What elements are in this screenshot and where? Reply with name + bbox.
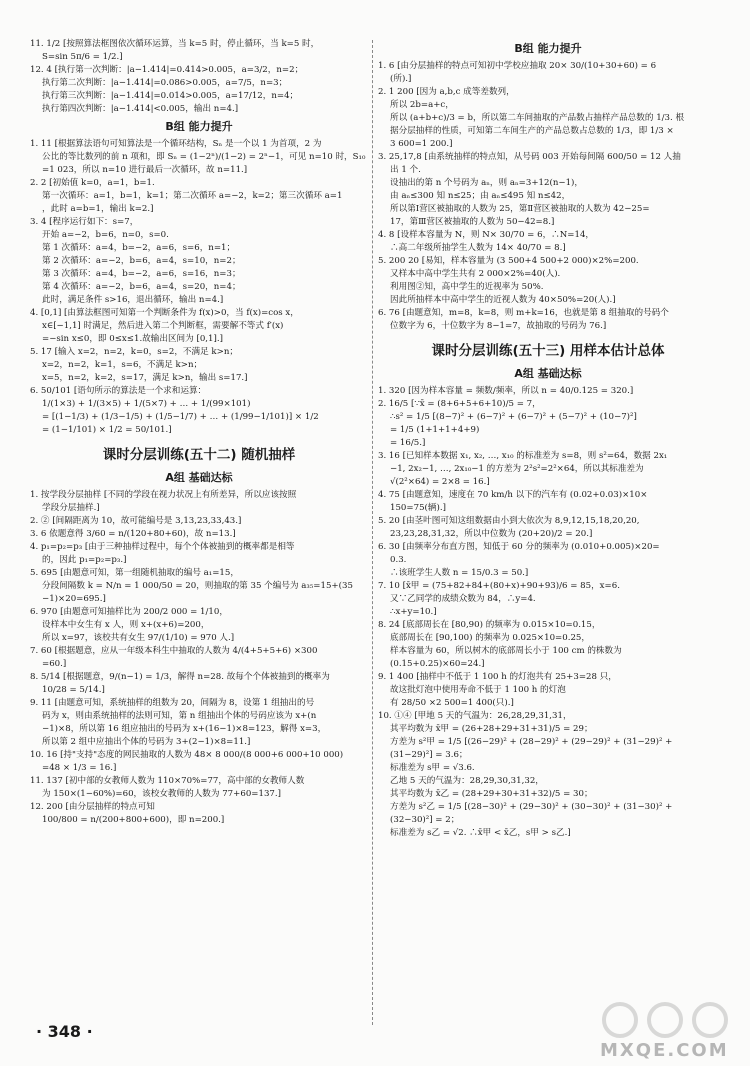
right-b-line: 设抽出的第 n 个号码为 aₙ，则 aₙ=3+12(n−1)， <box>390 178 583 188</box>
right-a-line: 标准差为 s甲 = √3.6. <box>390 763 475 773</box>
right-a-line: 10. ①④ [甲地 5 天的气温为：26,28,29,31,31， <box>378 711 572 721</box>
left-b-line: 5. 17 [输入 x=2，n=2，k=0，s=2，不满足 k>n； <box>30 347 238 357</box>
right-a-line: 150=75(辆).] <box>390 503 446 513</box>
right-a-line: √(2²×64) = 2×8 = 16.] <box>390 477 490 487</box>
right-a-line: 又∵乙同学的成绩众数为 84，∴y=4. <box>390 594 536 604</box>
right-a-line: 2. 16/5 [∵x̄ = (8+6+5+6+10)/5 = 7， <box>378 399 541 409</box>
right-a-line: 故这批灯泡中使用寿命不低于 1 100 h 的灯泡 <box>390 685 566 695</box>
page-number: · 348 · <box>36 1022 93 1041</box>
left-b-line: x∈[−1,1] 时满足，然后进入第二个判断框，需要解不等式 f′(x) <box>42 321 284 331</box>
right-b-line: 又样本中高中学生共有 2 000×2%=40(人). <box>390 269 561 279</box>
right-a-line: −1, 2x₂−1, …, 2x₁₀−1 的方差为 2²s²=2²×64，所以其标准差为 <box>390 464 644 474</box>
left-b-line: =−sin x≤0，即 0≤x≤1.故输出区间为 [0,1].] <box>42 334 223 344</box>
left-a-line: 的，因此 p₁=p₂=p₃.] <box>42 555 127 565</box>
right-a-line: (0.15+0.25)×60=24.] <box>390 659 485 669</box>
column-divider <box>372 40 373 1025</box>
right-a-line: = 1/5 (1+1+1+4+9) <box>390 425 480 435</box>
right-group-a-answers <box>378 385 718 840</box>
right-a-line: ∴该班学生人数 n = 15/0.3 = 50.] <box>390 568 529 578</box>
left-b-line: 第 2 次循环：a=−2，b=6，a=4，s=10，n=2； <box>42 256 241 266</box>
left-a-line: =60.] <box>42 659 67 669</box>
left-b-line: ，此时 a=b=1，输出 k=2.] <box>42 204 154 214</box>
right-b-line: 所以 2b=a+c， <box>390 100 454 110</box>
left-b-line: x=2，n=2，k=1，s=6，不满足 k>n； <box>42 360 203 370</box>
right-a-line: 方差为 s²乙 = 1/5 [(28−30)² + (29−30)² + (30−30)² + (31−30)² + <box>390 802 673 812</box>
right-b-line: 5. 200 20 [易知，样本容量为 (3 500+4 500+2 000)×2%=200. <box>378 256 639 266</box>
left-b-line: x=5，n=2，k=2，s=17，满足 k>n，输出 s=17.] <box>42 373 248 383</box>
right-b-line: 2. 1 200 [因为 a,b,c 成等差数列， <box>378 87 515 97</box>
right-a-line: 8. 24 [底部周长在 [80,90) 的频率为 0.015×10=0.15， <box>378 620 601 630</box>
right-b-line: 由 aₙ≤300 知 n≤25；由 aₙ≤495 知 n≤42， <box>390 191 571 201</box>
left-b-line: 1/(1×3) + 1/(3×5) + 1/(5×7) + … + 1/(99×101) <box>42 399 251 409</box>
right-a-line: 7. 10 [x̄甲 = (75+82+84+(80+x)+90+93)/6 = 85，x=6. <box>378 581 620 591</box>
section-52-title: 课时分层训练(五十二) 随机抽样 <box>102 447 296 463</box>
left-a-line: 6. 970 [由题意可知抽样比为 200/2 000 = 1/10， <box>30 607 228 617</box>
left-b-line: 4. [0,1] [由算法框图可知第一个判断条件为 f(x)>0，当 f(x)=cos x， <box>30 308 299 318</box>
left-a-line: 1. 按学段分层抽样 [不同的学段在视力状况上有所差异，所以应该按照 <box>30 490 297 500</box>
right-a-line: 6. 30 [由频率分布直方图，知低于 60 分的频率为 (0.010+0.005)×20= <box>378 542 660 552</box>
right-a-line: 其平均数为 x̄乙 = (28+29+30+31+32)/5 = 30； <box>390 789 593 799</box>
right-a-line: 其平均数为 x̄甲 = (26+28+29+31+31)/5 = 29； <box>390 724 593 734</box>
right-a-line: ∴x+y=10.] <box>390 607 437 617</box>
left-a-line: 所以 x=97，该校共有女生 97/(1/10) = 970 人.] <box>42 633 235 643</box>
left-top-line: 执行第二次判断：|a−1.414|=0.086>0.005，a=7/5，n=3； <box>42 78 288 88</box>
right-a-line: 23,23,28,31,32，所以中位数为 (20+20)/2 = 20.] <box>390 529 593 539</box>
right-a-line: = 16/5.] <box>390 438 426 448</box>
left-a-line: 2. ② [间隔距离为 10，故可能编号是 3,13,23,33,43.] <box>30 516 242 526</box>
right-a-line: 9. 1 400 [抽样中不低于 1 100 h 的灯泡共有 25+3=28 只， <box>378 672 617 682</box>
left-b-line: 第 4 次循环：a=−2，b=6，a=4，s=20，n=4； <box>42 282 241 292</box>
right-b-line: 4. 8 [设样本容量为 N，则 N× 30/70 = 6，∴N=14， <box>378 230 595 240</box>
right-b-line: 位数字为 6，十位数字为 8−1=7，故抽取的号码为 76.] <box>390 321 607 331</box>
right-b-line: 1. 6 [由分层抽样的特点可知初中学校应抽取 20× 30/(10+30+60) = 6 <box>378 61 657 71</box>
right-a-line: 0.3. <box>390 555 407 565</box>
left-a-line: 所以第 2 组中应抽出个体的号码为 3+(2−1)×8=11.] <box>42 737 251 747</box>
right-a-line: 4. 75 [由题意知，速度在 70 km/h 以下的汽车有 (0.02+0.03)×10× <box>378 490 648 500</box>
right-a-line: 样本容量为 60，所以树木的底部周长小于 100 cm 的株数为 <box>390 646 622 656</box>
left-b-line: 第一次循环：a=1，b=1，k=1；第二次循环 a=−2，k=2；第三次循环 a=1 <box>42 191 343 201</box>
right-b-line: 据分层抽样的性质，可知第二车间生产的产品总数占总数的 1/3，即 1/3 × <box>390 126 674 136</box>
right-a-line: 3. 16 [已知样本数据 x₁, x₂, …, x₁₀ 的标准差为 s=8，则 s²=64，数据 2x₁ <box>378 451 668 461</box>
left-a-line: 为 150×(1−60%)=60，该校女教师的人数为 77+60=137.] <box>42 789 281 799</box>
left-b-line: 此时，满足条件 s>16，退出循环，输出 n=4.] <box>42 295 224 305</box>
left-b-line: 第 3 次循环：a=4，b=−2，a=6，s=16，n=3； <box>42 269 241 279</box>
left-group-a-title: A组 基础达标 <box>165 471 233 484</box>
left-a-line: 7. 60 [根据题意，应从一年级本科生中抽取的人数为 4/(4+5+5+6) ×300 <box>30 646 318 656</box>
left-b-line: 3. 4 [程序运行如下：s=7， <box>30 217 139 227</box>
right-a-line: 有 28/50 ×2 500=1 400(只).] <box>390 698 514 708</box>
left-a-line: 10. 16 [持"支持"态度的网民抽取的人数为 48× 8 000/(8 000+6 000+10 000) <box>30 750 344 760</box>
left-b-line: 2. 2 [初始值 k=0，a=1，b=1. <box>30 178 155 188</box>
left-a-line: 8. 5/14 [根据题意，9/(n−1) = 1/3，解得 n=28. 故每个个体被抽到的概率为 <box>30 672 330 682</box>
left-column <box>30 38 368 1028</box>
left-top-line: 11. 1/2 [按照算法框图依次循环运算，当 k=5 时，停止循环，当 k=5 时， <box>30 39 320 49</box>
left-b-line: 第 1 次循环：a=4，b=−2，a=6，s=6，n=1； <box>42 243 236 253</box>
right-group-a-title: A组 基础达标 <box>514 367 582 380</box>
left-group-a-answers <box>30 489 368 827</box>
left-a-line: =48 × 1/3 = 16.] <box>42 763 117 773</box>
left-top-line: 执行第四次判断：|a−1.414|<0.005，输出 n=4.] <box>42 104 239 114</box>
right-b-line: 6. 76 [由题意知，m=8，k=8，则 m+k=16，也就是第 8 组抽取的号码个 <box>378 308 669 318</box>
section-53-title: 课时分层训练(五十三) 用样本估计总体 <box>431 343 665 359</box>
left-a-line: −1)×20=695.] <box>42 594 106 604</box>
left-a-line: 分段间隔数 k = N/n = 1 000/50 = 20，则抽取的第 35 个编号为 a₃₅=15+(35 <box>42 581 353 591</box>
left-group-b-answers <box>30 138 368 437</box>
left-a-line: 3. 6 依题意得 3/60 = n/(120+80+60)，故 n=13.] <box>30 529 236 539</box>
left-b-line: 公比的等比数列的前 n 项和，即 Sₙ = (1−2ⁿ)/(1−2) = 2ⁿ−1，可见 n=10 时，S₁₀ <box>42 152 366 162</box>
left-b-line: = (1−1/101) × 1/2 = 50/101.] <box>42 425 172 435</box>
right-a-line: (32−30)²] = 2； <box>390 815 460 825</box>
right-b-line: ∴高二年级所抽学生人数为 14× 40/70 = 8.] <box>390 243 566 253</box>
left-a-line: 4. p₁=p₂=p₃ [由于三种抽样过程中，每个个体被抽到的概率都是相等 <box>30 542 295 552</box>
left-top-answers <box>30 38 368 116</box>
left-b-line: 开始 a=−2，b=6，n=0，s=0. <box>42 230 169 240</box>
watermark-text: MXQE.COM <box>600 1040 729 1061</box>
left-a-line: −1)×8，所以第 16 组应抽出的号码为 x+(16−1)×8=123，解得 x=3， <box>42 724 327 734</box>
left-a-line: 100/800 = n/(200+800+600)，即 n=200.] <box>42 815 225 825</box>
right-a-line: 标准差为 s乙 = √2. ∴x̄甲 < x̄乙，s甲 > s乙.] <box>390 828 571 838</box>
left-a-line: 设样本中女生有 x 人，则 x+(x+6)=200， <box>42 620 210 630</box>
left-group-b-title: B组 能力提升 <box>165 120 233 133</box>
left-a-line: 11. 137 [初中部的女教师人数为 110×70%=77，高中部的女教师人数 <box>30 776 305 786</box>
right-group-b-title: B组 能力提升 <box>514 42 582 55</box>
left-a-line: 10/28 = 5/14.] <box>42 685 105 695</box>
right-a-line: ∴s² = 1/5 [(8−7)² + (6−7)² + (6−7)² + (5−7)² + (10−7)²] <box>390 412 637 422</box>
left-a-line: 12. 200 [由分层抽样的特点可知 <box>30 802 155 812</box>
right-a-line: 1. 320 [因为样本容量 = 频数/频率，所以 n = 40/0.125 = 320.] <box>378 386 634 396</box>
left-top-line: 执行第三次判断：|a−1.414|=0.014>0.005，a=17/12，n=4； <box>42 91 299 101</box>
left-b-line: 1. 11 [根据算法语句可知算法是一个循环结构，Sₙ 是一个以 1 为首项，2 为 <box>30 139 322 149</box>
right-column <box>378 38 718 1028</box>
left-top-line: S=sin 5π/6 = 1/2.] <box>42 52 123 62</box>
left-a-line: 码为 x，则由系统抽样的法则可知，第 n 组抽出个体的号码应该为 x+(n <box>42 711 317 721</box>
left-a-line: 9. 11 [由题意可知，系统抽样的组数为 20，间隔为 8，设第 1 组抽出的号 <box>30 698 315 708</box>
right-a-line: 底部周长在 [90,100) 的频率为 0.025×10=0.25， <box>390 633 590 643</box>
right-group-b-answers <box>378 60 718 333</box>
right-a-line: (31−29)²] = 3.6； <box>390 750 468 760</box>
right-b-line: 出 1 个. <box>390 165 421 175</box>
left-b-line: = [(1−1/3) + (1/3−1/5) + (1/5−1/7) + … + (1/99−1/101)] × 1/2 <box>42 412 319 422</box>
right-a-line: 乙地 5 天的气温为：28,29,30,31,32， <box>390 776 544 786</box>
left-b-line: 6. 50/101 [语句所示的算法是一个求和运算： <box>30 386 207 396</box>
right-b-line: 3 600=1 200.] <box>390 139 453 149</box>
right-b-line: 因此所抽样本中高中学生的近视人数为 40×50%=20(人).] <box>390 295 616 305</box>
left-top-line: 12. 4 [执行第一次判断：|a−1.414|=0.414>0.005，a=3/2，n=2； <box>30 65 304 75</box>
left-a-line: 5. 695 [由题意可知，第一组随机抽取的编号 a₁=15， <box>30 568 239 578</box>
right-b-line: (所).] <box>390 74 412 84</box>
left-a-line: 学段分层抽样.] <box>42 503 100 513</box>
right-a-line: 方差为 s²甲 = 1/5 [(26−29)² + (28−29)² + (29−29)² + (31−29)² + <box>390 737 673 747</box>
right-a-line: 5. 20 [由茎叶图可知这组数据由小到大依次为 8,9,12,15,18,20,20, <box>378 516 640 526</box>
left-b-line: =1 023，所以 n=10 进行最后一次循环，故 n=11.] <box>42 165 248 175</box>
right-b-line: 利用图②知，高中学生的近视率为 50%. <box>390 282 544 292</box>
right-b-line: 所以 (a+b+c)/3 = b，所以第二车间抽取的产品数占抽样产品总数的 1/3. 根 <box>390 113 685 123</box>
right-b-line: 17，第Ⅲ营区被抽取的人数为 50−42=8.] <box>390 217 555 227</box>
right-b-line: 所以第Ⅰ营区被抽取的人数为 25，第Ⅱ营区被抽取的人数为 42−25= <box>390 204 650 214</box>
right-b-line: 3. 25,17,8 [由系统抽样的特点知，从号码 003 开始每间隔 600/50 = 12 人抽 <box>378 152 681 162</box>
